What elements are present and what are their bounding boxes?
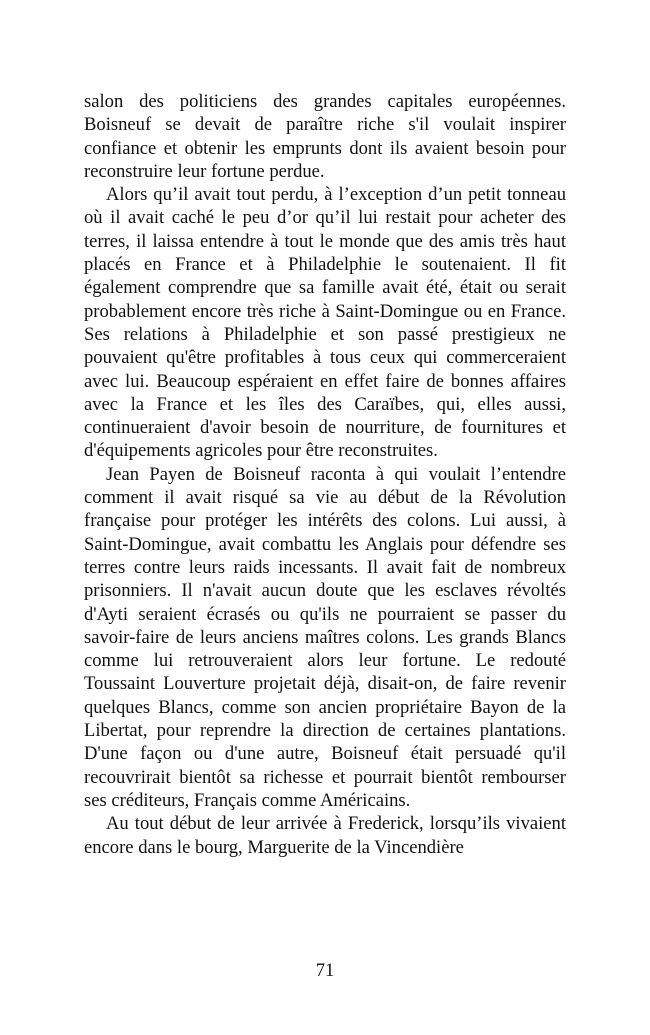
paragraph-2: Alors qu’il avait tout perdu, à l’exception d’un petit tonneau où il avait caché le peu d’or qu’il lui restait pour acheter des terres, il laissa entendre à tout le monde que des amis très haut placés en France et à Philadelphie le soutenaient. Il fit également comprendre que sa famille avait été, était ou serait probablement encore très riche à Saint-Domingue ou en France. Ses relations à Philadelphie et son passé prestigieux ne pouvaient qu'être profitables à tous ceux qui commerceraient avec lui. Beaucoup espéraient en effet faire de bonnes affaires avec la France et les îles des Caraïbes, qui, elles aussi, continueraient d'avoir besoin de nourriture, de fournitures et d'équipements agricoles pour être reconstruites. xyxy=(84,184,566,462)
paragraph-4: Au tout début de leur arrivée à Frederick, lorsqu’ils vivaient encore dans le bourg, Marguerite de la Vincendière xyxy=(84,813,566,858)
page-number: 71 xyxy=(315,960,335,981)
page-body xyxy=(84,90,566,859)
paragraph-1: salon des politiciens des grandes capitales européennes. Boisneuf se devait de paraître riche s'il voulait inspirer confiance et obtenir les emprunts dont ils avaient besoin pour reconstruire leur fortune perdue. xyxy=(84,91,566,182)
paragraph-3: Jean Payen de Boisneuf raconta à qui voulait l’entendre comment il avait risqué sa vie au début de la Révolution française pour protéger les intérêts des colons. Lui aussi, à Saint-Domingue, avait combattu les Anglais pour défendre ses terres contre leurs raids incessants. Il avait fait de nombreux prisonniers. Il n'avait aucun doute que les esclaves révoltés d'Ayti seraient écrasés ou qu'ils ne pourraient se passer du savoir-faire de leurs anciens maîtres colons. Les grands Blancs comme lui retrouveraient alors leur fortune. Le redouté Toussaint Louverture projetait déjà, disait-on, de faire revenir quelques Blancs, comme son ancien propriétaire Bayon de la Libertat, pour reprendre la direction de certaines plantations. D'une façon ou d'une autre, Boisneuf était persuadé qu'il recouvrirait bientôt sa richesse et pourrait bientôt rembourser ses créditeurs, Français comme Américains. xyxy=(84,463,566,811)
